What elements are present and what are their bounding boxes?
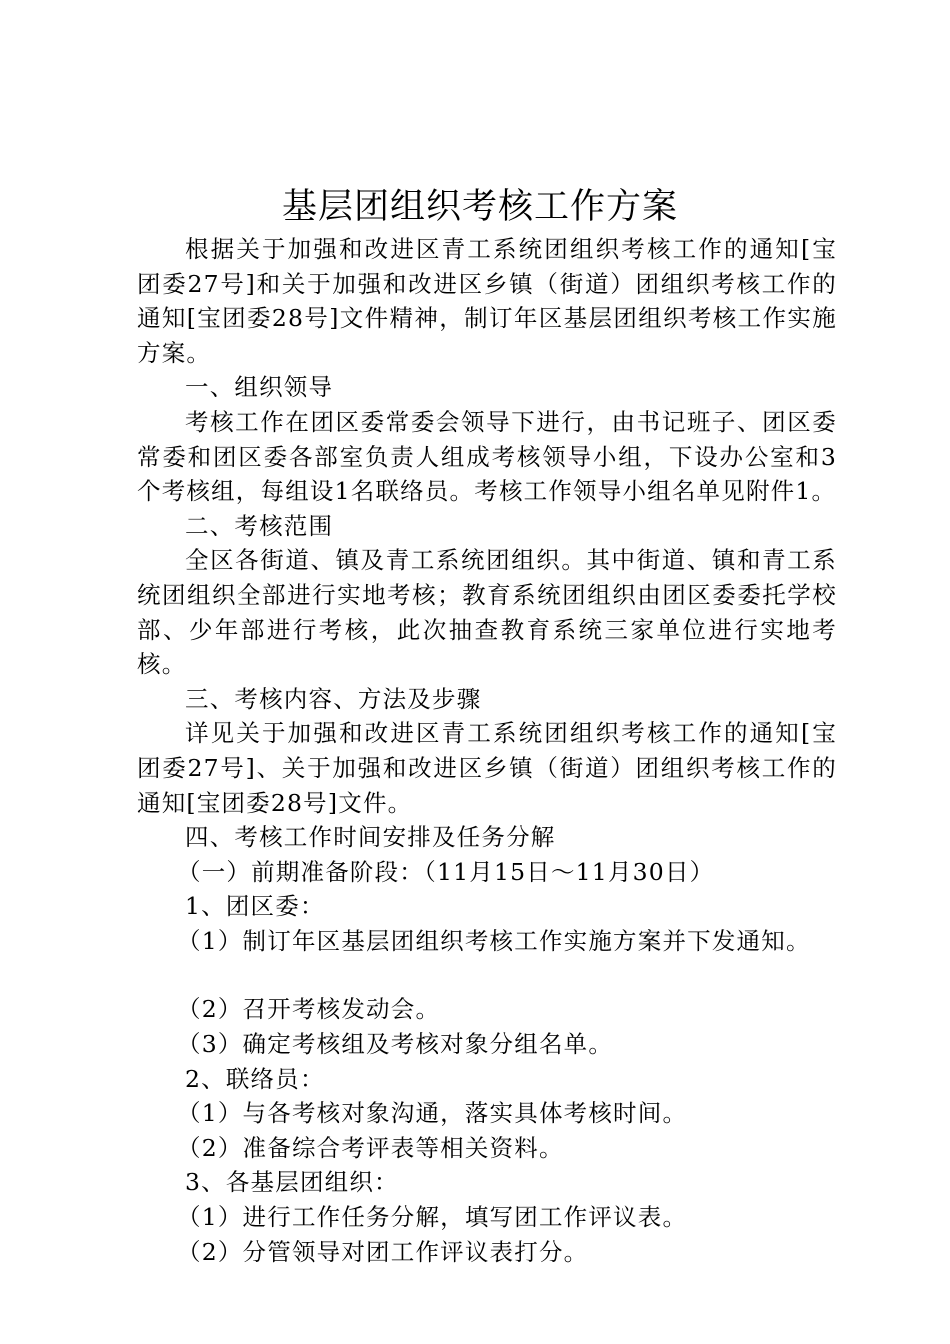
section-text-organization: 考核工作在团区委常委会领导下进行，由书记班子、团区委常委和团区委各部室负责人组成考核领导小组，下设办公室和3个考核组，每组设1名联络员。考核工作领导小组名单见附件1。 [137, 407, 837, 506]
document-title: 基层团组织考核工作方案 [281, 187, 678, 227]
section-heading-organization: 一、组织领导 [185, 373, 334, 402]
phase-heading-preparation: （一）前期准备阶段：（11月15日～11月30日） [177, 857, 715, 886]
section-heading-scope: 二、考核范围 [185, 511, 334, 540]
section-text-scope: 全区各街道、镇及青工系统团组织。其中街道、镇和青工系统团组织全部进行实地考核；教育系统团组织由团区委委托学校部、少年部进行考核，此次抽查教育系统三家单位进行实地考核。 [137, 546, 837, 679]
document-body [137, 232, 837, 1269]
group-heading-league-committee: 1、团区委： [185, 892, 325, 921]
list-item: （1）制订年区基层团组织考核工作实施方案并下发通知。 [177, 926, 811, 955]
intro-paragraph: 根据关于加强和改进区青工系统团组织考核工作的通知[宝团委27号]和关于加强和改进区乡镇（街道）团组织考核工作的通知[宝团委28号]文件精神，制订年区基层团组织考核工作实施方案。 [137, 235, 837, 367]
list-item: （2）分管领导对团工作评议表打分。 [177, 1237, 589, 1266]
list-item: （2）召开考核发动会。 [177, 995, 441, 1024]
section-heading-content: 三、考核内容、方法及步骤 [185, 684, 482, 713]
section-text-content: 详见关于加强和改进区青工系统团组织考核工作的通知[宝团委27号]、关于加强和改进区乡镇（街道）团组织考核工作的通知[宝团委28号]文件。 [137, 719, 837, 817]
list-item: （3）确定考核组及考核对象分组名单。 [177, 1030, 614, 1059]
group-heading-grassroots: 3、各基层团组织： [185, 1168, 399, 1197]
list-item: （2）准备综合考评表等相关资料。 [177, 1133, 564, 1162]
section-heading-schedule: 四、考核工作时间安排及任务分解 [185, 823, 556, 852]
list-item: （1）与各考核对象沟通，落实具体考核时间。 [177, 1099, 688, 1128]
list-item: （1）进行工作任务分解，填写团工作评议表。 [177, 1203, 688, 1232]
group-heading-liaison: 2、联络员： [185, 1064, 325, 1093]
